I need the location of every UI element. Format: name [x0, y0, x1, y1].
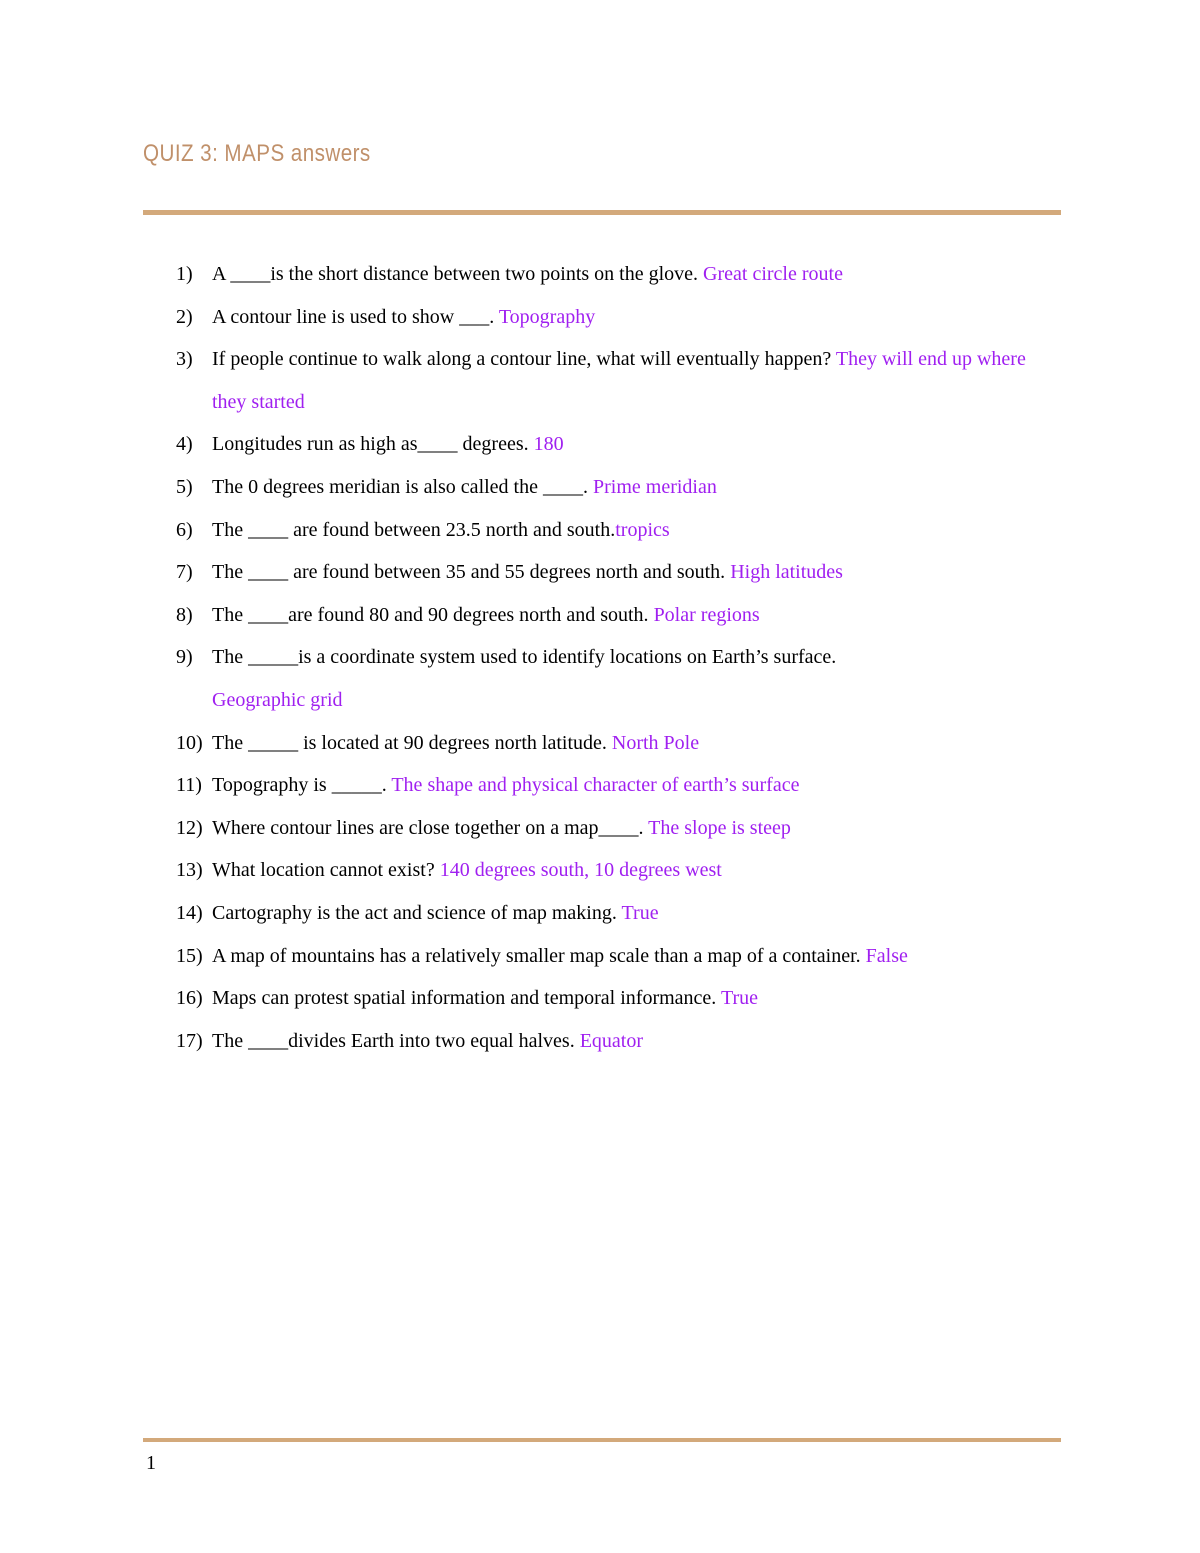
question-text: Maps can protest spatial information and temporal informance. — [212, 987, 721, 1010]
question-number: 9) — [176, 646, 193, 669]
page-title: QUIZ 3: MAPS answers — [143, 140, 371, 167]
question-item — [176, 253, 1056, 296]
question-number: 8) — [176, 603, 193, 626]
question-text: The _____ is located at 90 degrees north latitude. — [212, 731, 612, 754]
question-text: Cartography is the act and science of map making. — [212, 901, 622, 924]
question-item — [176, 509, 1056, 552]
question-number: 13) — [176, 859, 203, 882]
question-item — [176, 1020, 1056, 1063]
question-list — [176, 253, 1056, 1062]
question-text: If people continue to walk along a contour line, what will eventually happen? — [212, 348, 836, 371]
answer-text: True — [720, 987, 758, 1010]
question-number: 16) — [176, 987, 203, 1010]
question-number: 6) — [176, 518, 193, 541]
question-text: The ____are found 80 and 90 degrees north and south. — [212, 603, 654, 626]
question-item — [176, 892, 1056, 935]
answer-text: Equator — [579, 1029, 644, 1052]
question-text: A ____is the short distance between two points on the glove. — [212, 263, 704, 285]
answer-text: True — [621, 901, 659, 924]
question-item — [176, 849, 1056, 892]
question-number: 14) — [176, 901, 203, 924]
question-text: Topography is _____. — [212, 774, 392, 797]
question-item — [176, 764, 1056, 807]
answer-text: High latitudes — [730, 561, 843, 584]
answer-text: Great circle route — [703, 263, 843, 285]
question-item — [176, 594, 1056, 637]
question-number: 15) — [176, 944, 203, 967]
answer-text: Topography — [498, 305, 596, 328]
question-item — [176, 296, 1056, 339]
answer-text: They will end up where they started — [212, 348, 1026, 413]
answer-text: The shape and physical character of earth’s surface — [391, 774, 800, 797]
page-number: 1 — [146, 1452, 156, 1474]
answer-text: Prime meridian — [593, 475, 717, 498]
answer-text: North Pole — [611, 731, 700, 754]
answer-text: False — [865, 944, 908, 967]
question-item — [176, 935, 1056, 978]
question-text: The ____divides Earth into two equal halves. — [212, 1029, 580, 1052]
header-divider — [143, 210, 1061, 215]
question-number: 2) — [176, 305, 193, 328]
question-item — [176, 423, 1056, 466]
question-item — [176, 807, 1056, 850]
answer-text: The slope is steep — [648, 816, 791, 839]
question-number: 12) — [176, 816, 203, 839]
question-text: The ____ are found between 35 and 55 degrees north and south. — [212, 561, 731, 584]
question-item — [176, 466, 1056, 509]
answer-text: 140 degrees south, 10 degrees west — [439, 859, 722, 882]
question-number: 5) — [176, 475, 193, 498]
question-number: 4) — [176, 433, 193, 456]
answer-text: tropics — [615, 518, 670, 541]
question-text: The 0 degrees meridian is also called the ____. — [212, 475, 593, 498]
question-number: 10) — [176, 731, 203, 754]
question-text: The _____is a coordinate system used to identify locations on Earth’s surface. — [212, 646, 837, 669]
question-number: 7) — [176, 561, 193, 584]
answer-text: 180 — [533, 433, 564, 456]
question-text: A contour line is used to show ___. — [212, 305, 499, 328]
question-number: 17) — [176, 1029, 203, 1052]
question-text: The ____ are found between 23.5 north and south. — [212, 518, 616, 541]
question-item — [176, 722, 1056, 765]
question-text: Where contour lines are close together on a map____. — [212, 816, 649, 839]
footer-divider — [143, 1438, 1061, 1442]
question-number: 3) — [176, 348, 193, 371]
question-text: What location cannot exist? — [212, 859, 440, 882]
answer-text: Polar regions — [653, 603, 760, 626]
question-text: A map of mountains has a relatively smaller map scale than a map of a container. — [212, 944, 866, 967]
question-number: 1) — [176, 263, 193, 285]
question-number: 11) — [176, 774, 202, 797]
question-item — [176, 977, 1056, 1020]
question-item — [176, 338, 1056, 423]
question-text: Longitudes run as high as____ degrees. — [212, 433, 534, 456]
question-item — [176, 551, 1056, 594]
answer-text: Geographic grid — [212, 688, 343, 711]
question-item — [176, 636, 1056, 721]
